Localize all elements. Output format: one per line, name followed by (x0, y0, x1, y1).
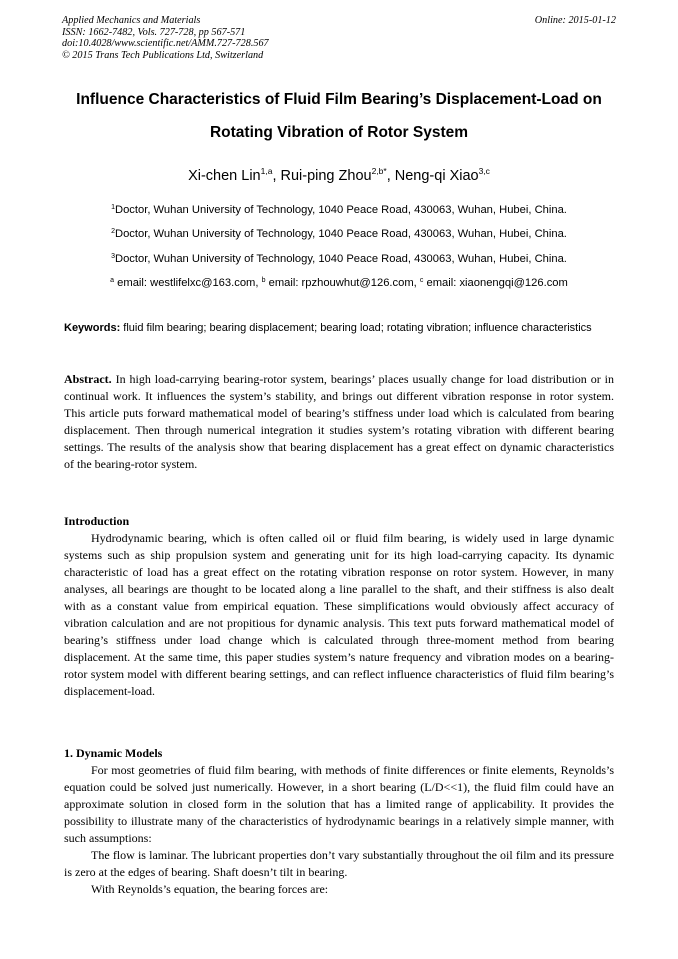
author-name: Neng-qi Xiao (394, 168, 479, 184)
affiliation-2 (40, 228, 638, 240)
author-separator: , (272, 168, 281, 184)
doi-line: doi:10.4028/www.scientific.net/AMM.727-728.567 (62, 38, 269, 50)
keywords-text: fluid film bearing; bearing displacement; bearing load; rotating vibration; influence characteristics (120, 322, 592, 334)
introduction-heading: Introduction (64, 514, 130, 528)
dynamic-models-heading: 1. Dynamic Models (64, 746, 163, 760)
keywords-label: Keywords: (64, 322, 121, 334)
abstract-text: In high load-carrying bearing-rotor system, bearings’ places usually change for load distribution or in continual work. It influences the system’s stability, and brings out different vibration response in rotor system. This article puts forward mathematical model of bearing’s stiffness under load which is calculated from bearing displacement. Then through numerical integration it studies system’s rotating vibration with different bearing settings. The results of the analysis show that bearing displacement has a great effect on dynamic characteristics of the bearing-rotor system. (64, 372, 614, 471)
author-separator: , (386, 168, 395, 184)
email-text: email: westlifelxc@163.com, (114, 277, 262, 289)
affiliation-superscript: 2 (111, 228, 115, 235)
issn-line: ISSN: 1662-7482, Vols. 727-728, pp 567-571 (62, 26, 246, 38)
affiliation-text: Doctor, Wuhan University of Technology, 1040 Peace Road, 430063, Wuhan, Hubei, China. (114, 204, 567, 216)
copyright-line: © 2015 Trans Tech Publications Ltd, Switzerland (62, 49, 264, 61)
dynamic-models-paragraph: The flow is laminar. The lubricant properties don’t vary substantially throughout the oil film and its pressure is zero at the edges of bearing. Shaft doesn’t tilt in bearing. (64, 848, 614, 879)
abstract-block (64, 371, 614, 473)
affiliation-1 (40, 204, 638, 216)
introduction-section (64, 513, 614, 700)
dynamic-models-section (64, 745, 614, 898)
email-text: email: rpzhouwhut@126.com, (265, 277, 420, 289)
paper-title-line-2: Rotating Vibration of Rotor System (209, 124, 469, 141)
email-line (40, 277, 638, 289)
author-superscript: 3,c (478, 166, 490, 176)
affiliation-3 (40, 253, 638, 265)
affiliation-superscript: 3 (111, 253, 115, 260)
author-superscript: 2,b* (371, 166, 387, 176)
author-superscript: 1,a (260, 166, 273, 176)
author-name: Rui-ping Zhou (280, 168, 372, 184)
affiliation-text: Doctor, Wuhan University of Technology, 1040 Peace Road, 430063, Wuhan, Hubei, China. (114, 228, 567, 240)
paper-title-line-1: Influence Characteristics of Fluid Film Bearing’s Displacement-Load on (76, 91, 602, 108)
email-superscript: b (261, 277, 266, 284)
abstract-label: Abstract. (64, 372, 112, 386)
author-list (40, 166, 638, 184)
affiliation-text: Doctor, Wuhan University of Technology, 1040 Peace Road, 430063, Wuhan, Hubei, China. (114, 253, 567, 265)
dynamic-models-paragraph: For most geometries of fluid film bearing, with methods of finite differences or finite elements, Reynolds’s equation could be solved just numerically. However, in a short bearing (L/D<<1), the fluid film could have an approximate solution in closed form in the solution that has a limited range of applicability. It provides the possibility to illustrate many of the characteristics of hydrodynamic bearings in a relatively simple manner, with such assumptions: (64, 763, 614, 845)
journal-header (62, 15, 616, 61)
email-superscript: a (110, 277, 115, 284)
online-date: Online: 2015-01-12 (534, 15, 616, 26)
author-name: Xi-chen Lin (188, 168, 261, 184)
email-text: email: xiaonengqi@126.com (423, 277, 568, 289)
introduction-paragraph: Hydrodynamic bearing, which is often called oil or fluid film bearing, is widely used in large dynamic systems such as ship propulsion system and generating unit for its high load-carrying capacity. Its dynamic characteristic of load has a great effect on the rotating vibration response on rotor system. However, in many analyses, all bearings are thought to be located along a line parallel to the shaft, and their stiffness is also dealt with as a constant value from empirical equation. These simplifications would obviously affect accuracy of vibration calculation and are not propitious for dynamic analysis. This text puts forward mathematical model of bearing’s stiffness under load change which is calculated through three-moment method from bearing displacement. At the same time, this paper studies system’s nature frequency and vibration modes on a bearing-rotor system model with different bearing settings, and can reflect influence characteristics of fluid film bearing’s displacement-load. (64, 531, 614, 698)
keywords-block (64, 320, 614, 337)
dynamic-models-paragraph: With Reynolds’s equation, the bearing forces are: (91, 882, 329, 896)
email-superscript: c (419, 277, 424, 284)
journal-name: Applied Mechanics and Materials (62, 15, 201, 26)
affiliation-superscript: 1 (111, 204, 115, 211)
